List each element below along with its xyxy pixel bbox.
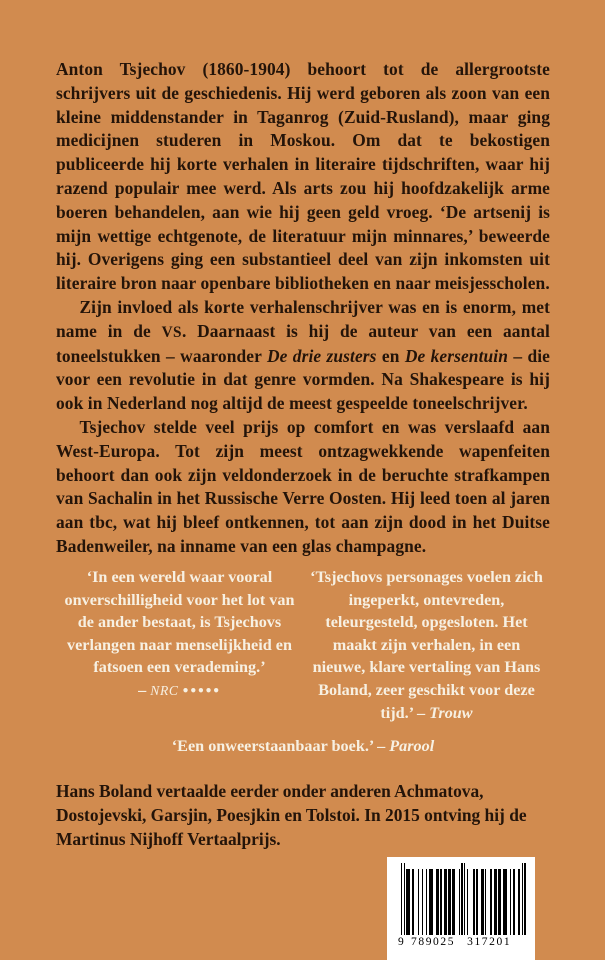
quote-trouw-text — [309, 566, 544, 724]
quote-trouw-source: Trouw — [429, 703, 473, 722]
press-quote-parool — [56, 735, 550, 758]
quote-parool-body: ‘Een onweerstaanbaar boek.’ — [171, 737, 378, 755]
quote-nrc-text: ‘In een wereld waar vooral onverschilligheid voor het lot van de ander bestaat, is Tsjechovs verlangen naar menselijkheid en fatsoen een verademing.’ — [64, 568, 295, 677]
description-paragraph-2 — [56, 296, 550, 416]
quote-parool-source: Parool — [389, 737, 435, 755]
barcode-digits — [397, 936, 525, 948]
book-description — [56, 58, 550, 559]
paragraph-2-text-b: . Daarnaast is hij de auteur van een aantal toneelstukken – waaronder — [56, 320, 550, 366]
barcode-group-left: 789025 — [411, 936, 456, 948]
quote-nrc-dash: – — [138, 680, 151, 699]
barcode-lead-digit: 9 — [398, 936, 405, 948]
barcode-group-right: 317201 — [467, 936, 512, 948]
quote-nrc-source: NRC — [150, 682, 179, 698]
quote-trouw-dash: – — [416, 703, 430, 722]
abbreviation-vs: VS — [161, 323, 182, 341]
barcode — [387, 857, 535, 960]
play-title-de-drie-zusters: De drie zusters — [266, 345, 377, 366]
paragraph-2-text-a: Zijn invloed als korte verhalenschrijver was en is enorm, met name in de — [56, 296, 550, 341]
press-quote-nrc — [56, 566, 303, 724]
description-paragraph-3: Tsjechov stelde veel prijs op comfort en was verslaafd aan West-Europa. Tot zijn meest ontzagwekkende wapenfeiten behoort dan ook zijn veldonderzoek in de beruchte strafkampen van Sachalin in het Russische Verre Oosten. Hij leed toen al jaren aan tbc, wat hij bleef ontkennen, tot aan zijn dood in het Duitse Badenweiler, na inname van een glas champagne. — [56, 416, 550, 556]
description-paragraph-1: Anton Tsjechov (1860-1904) behoort tot de allergrootste schrijvers uit de geschiedenis. Hij werd geboren als zoon van een kleine middenstander in Taganrog (Zuid-Rusland), maar ging medicijnen studeren in Moskou. Om dat te bekostigen publiceerde hij korte verhalen in literaire tijdschriften, waar hij razend populair mee werd. Als arts zou hij hoofdzakelijk arme boeren behandelen, aan wie hij geen geld vroeg. ‘De artsenij is mijn wettige echtgenote, de literatuur mijn minnares,’ beweerde hij. Overigens ging een substantieel deel van zijn inkomsten uit literaire bron naar openbare bibliotheken en naar meisjesscholen. — [56, 59, 550, 294]
translator-note — [56, 780, 550, 851]
quote-trouw-body: ‘Tsjechovs personages voelen zich ingeperkt, ontevreden, teleurgesteld, opgesloten. Het maakt zijn verhalen, in een nieuwe, klare vertaling van Hans Boland, zeer geschikt voor deze tijd.’ — [310, 568, 543, 722]
press-quotes — [56, 566, 550, 724]
quote-parool-dash: – — [377, 737, 390, 755]
paragraph-2-text-d: – die voor een revolutie in dat genre vormden. Na Shakespeare is hij ook in Nederland nog altijd de meest gespeelde toneelschrijver. — [56, 345, 550, 414]
quote-nrc-attribution — [62, 679, 297, 703]
rating-dots-icon: ●●●●● — [182, 685, 221, 697]
play-title-de-kersentuin: De kersentuin — [404, 345, 508, 366]
paragraph-2-text-c: en — [376, 345, 405, 366]
translator-note-text: Hans Boland vertaalde eerder onder anderen Achmatova, Dostojevski, Garsjin, Poesjkin en Tolstoi. In 2015 ontving hij de Martinus Nijhoff Vertaalprijs. — [56, 781, 527, 849]
barcode-bars — [401, 863, 525, 935]
press-quote-trouw — [303, 566, 550, 724]
